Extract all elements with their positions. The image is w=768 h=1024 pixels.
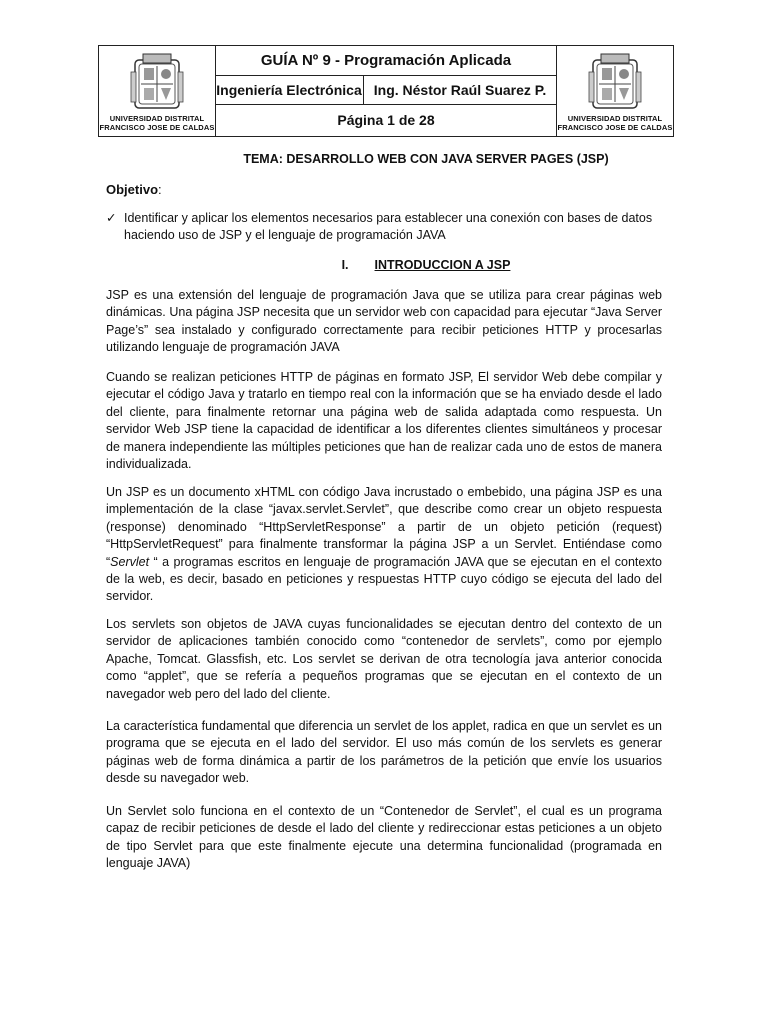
paragraph: Los servlets son objetos de JAVA cuyas funcionalidades se ejecutan dentro del contexto de un servidor de aplicaciones también conocido como “contenedor de servlets”, como por ejemplo Apache, Tomcat. Glassfish, etc. Los servlet se derivan de otra tecnología java anterior conocida como “applet”, que se refería a pequeños programas que se ejecutan en el contexto de un navegador web pero del lado del cliente. [106,617,662,701]
objective-item [106,210,662,243]
author-name: Ing. Néstor Raúl Suarez P. [373,81,547,98]
paragraph: Cuando se realizan peticiones HTTP de páginas en formato JSP, El servidor Web debe compilar y ejecutar el código Java y tratarlo en tiempo real con la información que se ha enviado desde el lado del cliente, para finalmente retornar una página web de salida adaptada como respuesta. Un servidor Web JSP tiene la capacidad de identificar a los diferentes clientes simultáneos y procesar de manera independiente las múltiples peticiones que han de realizar cada uno de estos de manera individualizada. [106,370,662,472]
university-line1: UNIVERSIDAD DISTRITAL [567,114,663,123]
paragraph: Un Servlet solo funciona en el contexto de un “Contenedor de Servlet”, el cual es un programa capaz de recibir peticiones de desde el lado del cliente y redireccionar estas peticiones a un objeto de tipo Servlet para que este finalmente ejecute una determina funcionalidad (programada en lenguaje JAVA) [106,804,662,871]
header-table [98,45,674,137]
page-number: Página 1 de 28 [337,112,435,128]
section-heading [0,258,768,272]
objective-colon: : [158,182,162,197]
logo-right [556,46,673,136]
university-seal-icon [129,52,185,112]
paragraph: JSP es una extensión del lenguaje de programación Java que se utiliza para crear páginas web dinámicas. Una página JSP necesita que un servidor web con capacidad para ejecutar “Java Server Page’s” sea instalado y configurado correctamente para recibir peticiones HTTP y procesarlas utilizando lenguaje de programación JAVA [106,288,662,355]
objective-text: Identificar y aplicar los elementos necesarios para establecer una conexión con bases de datos haciendo uso de JSP y el lenguaje de programación JAVA [124,211,653,242]
university-line1: UNIVERSIDAD DISTRITAL [109,114,205,123]
paragraph [106,484,662,606]
university-line2: FRANCISCO JOSE DE CALDAS [99,123,215,132]
objective-label-text: Objetivo [106,182,159,197]
logo-left [99,46,216,136]
paragraph: La característica fundamental que diferencia un servlet de los applet, radica en que un servlet es un programa que se ejecuta en el lado del servidor. El uso más común de los servlets es generar páginas web de forma dinámica a partir de los parámetros de la petición que envíe los usuarios desde su navegador web. [106,719,662,786]
paragraph-text: Un JSP es un documento xHTML con código Java incrustado o embebido, una página JSP es una implementación de la clase “javax.servlet.Servlet”, que describe como crear un objeto respuesta (response) denominado “HttpServletResponse” a partir de un objeto petición (request) “HttpServletRequest” para finalmente transformar la página JSP a un Servlet. Entiéndase como “ [106,485,662,569]
section-title: INTRODUCCION A JSP [374,258,511,272]
university-seal-icon [587,52,643,112]
paragraph-text: “ a programas escritos en lenguaje de programación JAVA que se ejecutan en el contexto de la web, es decir, basado en peticiones y respuestas HTTP cuyo código se ejecuta del lado del servidor. [106,554,662,604]
objective-label [106,182,162,197]
university-line2: FRANCISCO JOSE DE CALDAS [557,123,673,132]
header-center [215,46,557,136]
header-info-row [215,75,557,105]
university-name [557,114,673,132]
program-name: Ingeniería Electrónica [215,75,364,104]
section-number: I. [341,258,349,272]
university-name [99,114,215,132]
check-icon: ✓ [106,211,117,225]
paragraph-italic: Servlet [110,554,150,569]
guide-title: GUÍA Nº 9 - Programación Aplicada [215,46,557,76]
topic-heading: TEMA: DESARROLLO WEB CON JAVA SERVER PAGES (JSP) [243,152,609,166]
